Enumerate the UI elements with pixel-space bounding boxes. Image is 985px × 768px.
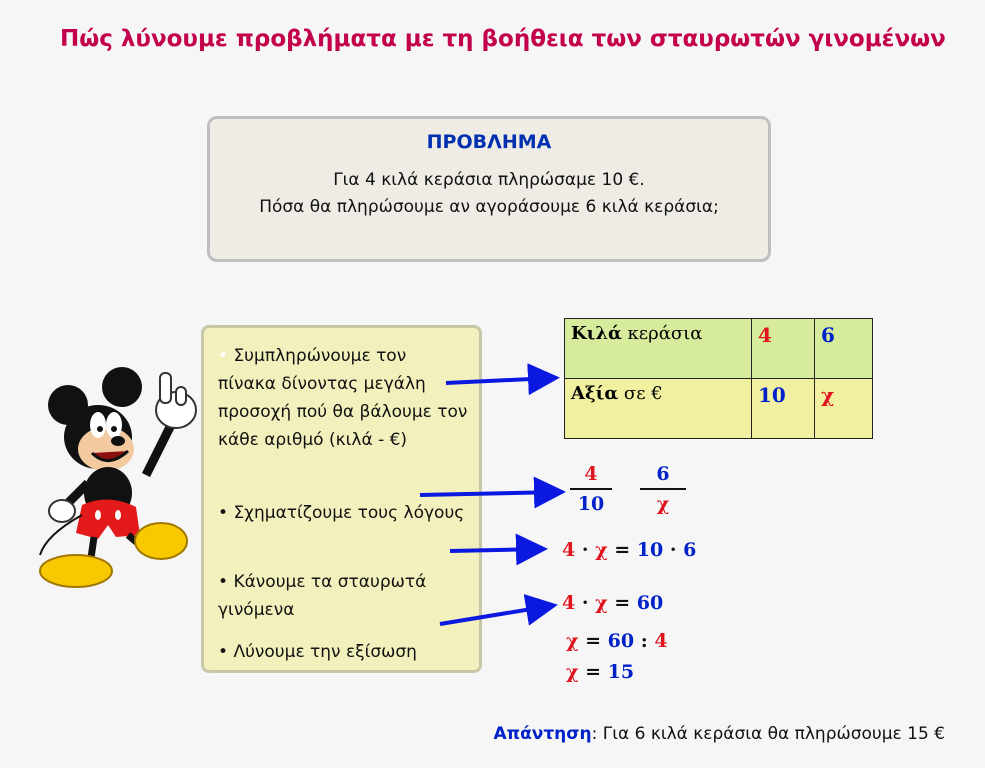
ratio-1: 4 10: [570, 463, 612, 515]
ratio-2: 6 χ: [640, 463, 686, 515]
step-fill-table: • Συμπληρώνουμε τον πίνακα δίνοντας μεγάλη προσοχή πού θα βάλουμε τον κάθε αριθμό (κιλά - €): [218, 346, 468, 450]
bullet: •: [218, 572, 229, 592]
problem-line-2: Πόσα θα πληρώσουμε αν αγοράσουμε 6 κιλά κεράσια;: [259, 197, 719, 217]
table-cell: 6: [815, 319, 873, 379]
data-table: [564, 318, 873, 439]
bullet: •: [218, 503, 229, 523]
answer-line: [493, 724, 945, 744]
answer-text: : Για 6 κιλά κεράσια θα πληρώσουμε 15 €: [591, 724, 945, 744]
step-solve-equation: • Λύνουμε την εξίσωση: [218, 642, 417, 662]
table-cell: 4: [752, 319, 815, 379]
table-row: [565, 319, 873, 379]
page-title: Πώς λύνουμε προβλήματα με τη βοήθεια των σταυρωτών γινομένων: [60, 26, 946, 52]
equation-simplified: 4 · χ = 60: [562, 592, 664, 614]
table-cell-label: Κιλά κεράσια: [565, 319, 752, 379]
problem-box: [207, 116, 771, 262]
equation-result: χ = 15: [566, 661, 635, 683]
equation-cross-products: 4 · χ = 10 · 6: [562, 539, 697, 561]
cartoon-mouse-icon: [36, 365, 206, 590]
problem-line-1: Για 4 κιλά κεράσια πληρώσαμε 10 €.: [333, 170, 645, 190]
equation-division: χ = 60 : 4: [566, 630, 668, 652]
table-row: [565, 379, 873, 439]
answer-label: Απάντηση: [493, 724, 592, 744]
problem-heading: ΠΡΟΒΛΗΜΑ: [426, 131, 552, 153]
bullet: •: [218, 346, 229, 366]
steps-box: [201, 325, 482, 673]
table-cell: 10: [752, 379, 815, 439]
bullet: •: [218, 642, 229, 662]
table-cell: χ: [815, 379, 873, 439]
step-form-ratios: • Σχηματίζουμε τους λόγους: [218, 503, 465, 523]
table-cell-label: Αξία σε €: [565, 379, 752, 439]
step-cross-products: • Κάνουμε τα σταυρωτά γινόμενα: [218, 572, 427, 620]
